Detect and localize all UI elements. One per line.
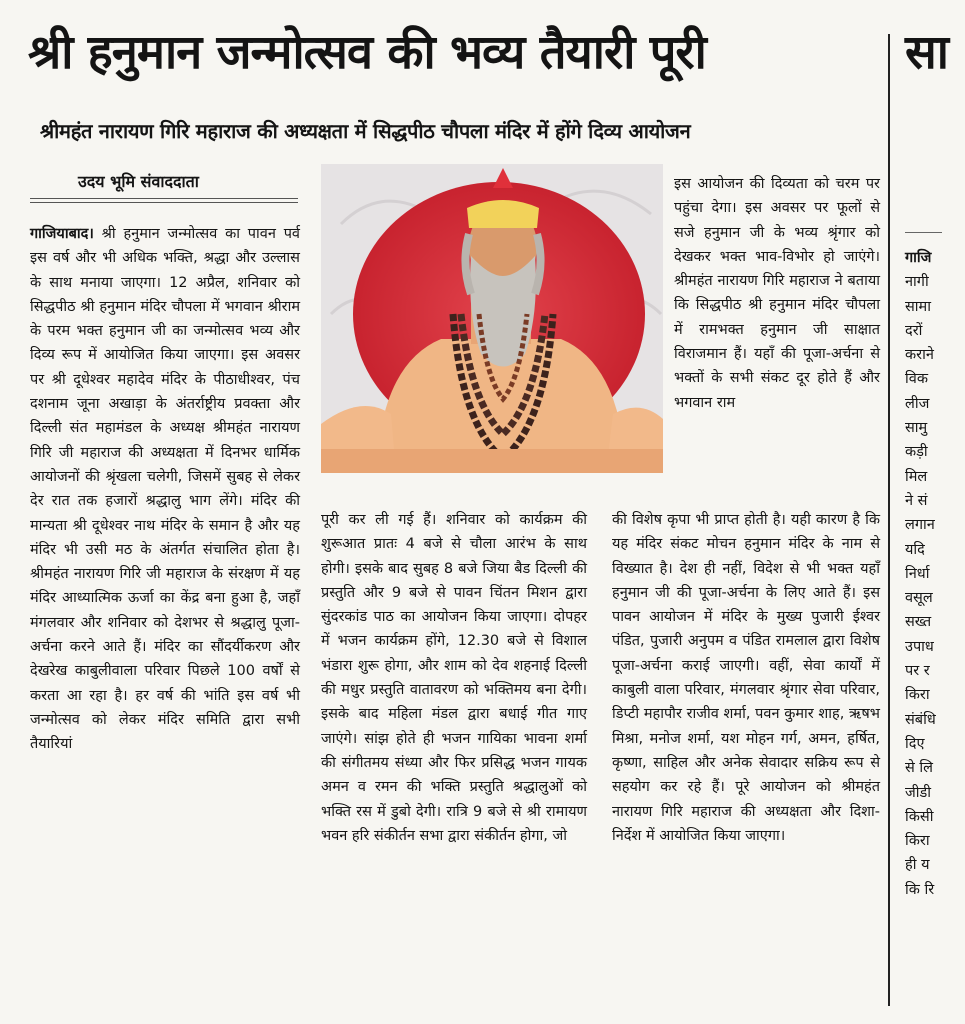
mahant-portrait-illustration	[321, 164, 663, 473]
dateline: गाजियाबाद।	[30, 226, 94, 242]
adjacent-column-line: विक	[905, 371, 928, 388]
subheadline: श्रीमहंत नारायण गिरि महाराज की अध्यक्षता में सिद्धपीठ चौपला मंदिर में होंगे दिव्य आयोजन	[40, 119, 691, 143]
adjacent-column-line: संबंधि	[905, 711, 936, 728]
adjacent-column-line: गाजि	[905, 250, 932, 266]
adjacent-column-line: उपाध	[905, 638, 934, 655]
adjacent-column-line: नागी	[905, 274, 929, 291]
adjacent-column-line: जीडी	[905, 784, 932, 801]
adjacent-column-line: ही य	[905, 857, 930, 874]
adjacent-column-line: किसी	[905, 808, 934, 825]
photo-mahant	[321, 164, 663, 473]
adjacent-column-line: किरा	[905, 833, 930, 850]
adjacent-article-column	[905, 210, 945, 902]
article-column-1	[30, 222, 300, 757]
headline: श्री हनुमान जन्मोत्सव की भव्य तैयारी पूरी	[28, 25, 706, 80]
adjacent-column-line: यदि	[905, 541, 925, 558]
column-3b-text: की विशेष कृपा भी प्राप्त होती है। यही कारण है कि यह मंदिर संकट मोचन हनुमान मंदिर के नाम से विख्यात है। देश ही नहीं, विदेश से भी भक्त यहाँ हनुमान जी की पूजा-अर्चना के लिए आते हैं। इस पावन आयोजन में मंदिर के मुख्य पुजारी ईश्वर पंडित, पुजारी अनुपम व पंडित रामलाल द्वारा विशेष पूजा-अर्चना कराई जाएगी। वहीं, सेवा कार्यों में काबुली वाला परिवार, मंगलवार श्रृंगार सेवा परिवार, डिप्टी महापौर राजीव शर्मा, पवन कुमार शाह, ऋषभ मिश्रा, मनोज शर्मा, यश मोहन गर्ग, अमन, हर्षित, कृष्णा, साहिल और अनेक सेवादार सक्रिय रूप से सहयोग कर रहे हैं। पूरे आयोजन को श्रीमहंत नारायण गिरि महाराज की अध्यक्षता और दिशा-निर्देश में आयोजित किया जाएगा।	[612, 512, 880, 844]
adjacent-column-line: कड़ी	[905, 444, 928, 461]
adjacent-column-line: दरों	[905, 322, 923, 339]
byline-rule	[30, 202, 298, 203]
column-divider	[888, 34, 890, 1006]
byline-rule	[30, 198, 298, 199]
adjacent-column-line: दिए	[905, 735, 925, 752]
byline: उदय भूमि संवाददाता	[78, 172, 199, 191]
adjacent-column-line: सामा	[905, 298, 931, 315]
adjacent-column-line: पर र	[905, 663, 930, 680]
article-column-3-top	[674, 172, 880, 415]
adjacent-column-line: ने सं	[905, 492, 928, 509]
adjacent-column-line: वसूल	[905, 590, 933, 607]
adjacent-column-line: सामु	[905, 420, 928, 437]
adjacent-column-line: लीज	[905, 395, 930, 412]
article-column-3-bottom	[612, 508, 880, 848]
adjacent-column-line: मिल	[905, 468, 928, 485]
adjacent-column-line: सख्त	[905, 614, 932, 631]
adjacent-column-line: किरा	[905, 687, 930, 704]
column-1-text: श्री हनुमान जन्मोत्सव का पावन पर्व इस वर्ष और भी अधिक भक्ति, श्रद्धा और उल्लास के साथ मनाया जाएगा। 12 अप्रैल, शनिवार को सिद्धपीठ श्री हनुमान मंदिर चौपला में भगवान श्रीराम के परम भक्त हनुमान जी का जन्मोत्सव भव्य और दिव्य रूप में आयोजित किया जाएगा। इस अवसर पर श्री दूधेश्वर महादेव मंदिर के पीठाधीश्वर, पंच दशनाम जूना अखाड़ा के अंतर्राष्ट्रीय प्रवक्ता और दिल्ली संत महामंडल के अध्यक्ष श्रीमहंत नारायण गिरि जी महाराज की अध्यक्षता में दिनभर धार्मिक आयोजनों की श्रृंखला चलेगी, जिसमें सुबह से लेकर देर रात तक हजारों श्रद्धालु भाग लेंगे। मंदिर की मान्यता श्री दूधेश्वर नाथ मंदिर के समान है और यह मंदिर भी उसी मठ के अंतर्गत संचालित होता है। श्रीमहंत नारायण गिरि जी महाराज के संरक्षण में यह मंदिर आध्यात्मिक ऊर्जा का केंद्र बना हुआ है, जहाँ मंगलवार और शनिवार को देशभर से श्रद्धालु पूजा-अर्चना करने आते हैं। मंदिर का सौंदर्यीकरण और देखरेख काबुलीवाला परिवार पिछले 100 वर्षों से करता आ रहा है। हर वर्ष की भांति इस वर्ष भी जन्मोत्सव को लेकर मंदिर समिति द्वारा सभी तैयारियां	[30, 226, 300, 753]
column-2-text: पूरी कर ली गई हैं। शनिवार को कार्यक्रम की शुरूआत प्रातः 4 बजे से चौला आरंभ के साथ होगी। इसके बाद सुबह 8 बजे जिया बैड दिल्ली की प्रस्तुति और 9 बजे से पावन चिंतन मिशन द्वारा सुंदरकांड पाठ का आयोजन किया जाएगा। दोपहर में भजन कार्यक्रम होंगे, 12.30 बजे से विशाल भंडारा शुरू होगा, और शाम को देव शहनाई दिल्ली की मधुर प्रस्तुति वातावरण को भक्तिमय बना देगी। इसके बाद महिला मंडल द्वारा बधाई गीत गाए जाएंगे। सांझ होते ही भजन गायिका भावना शर्मा की संगीतमय संध्या और फिर प्रसिद्ध भजन गायक अमन व रमन की भक्ति प्रस्तुति श्रद्धालुओं को भक्ति रस में डुबो देगी। रात्रि 9 बजे से श्री रामायण भवन हरि संकीर्तन सभा द्वारा संकीर्तन होगा, जो	[321, 512, 587, 844]
adjacent-headline: सा	[905, 25, 949, 80]
article-column-2	[321, 508, 587, 848]
adjacent-column-line: निर्धा	[905, 565, 930, 582]
adjacent-column-line: कराने	[905, 347, 934, 364]
column-3a-text: इस आयोजन की दिव्यता को चरम पर पहुंचा देगा। इस अवसर पर फूलों से सजे हनुमान जी के भव्य श्रृंगार को देखकर भक्त भाव-विभोर हो जाएंगे। श्रीमहंत नारायण गिरि महाराज ने बताया कि सिद्धपीठ श्री हनुमान मंदिर चौपला में रामभक्त हनुमान जी साक्षात विराजमान हैं। यहाँ की पूजा-अर्चना से भक्तों के सभी संकट दूर होते हैं और भगवान राम	[674, 176, 880, 411]
adjacent-column-line: कि रि	[905, 881, 935, 898]
adjacent-column-line: से लि	[905, 760, 933, 777]
adjacent-column-line: लगान	[905, 517, 935, 534]
